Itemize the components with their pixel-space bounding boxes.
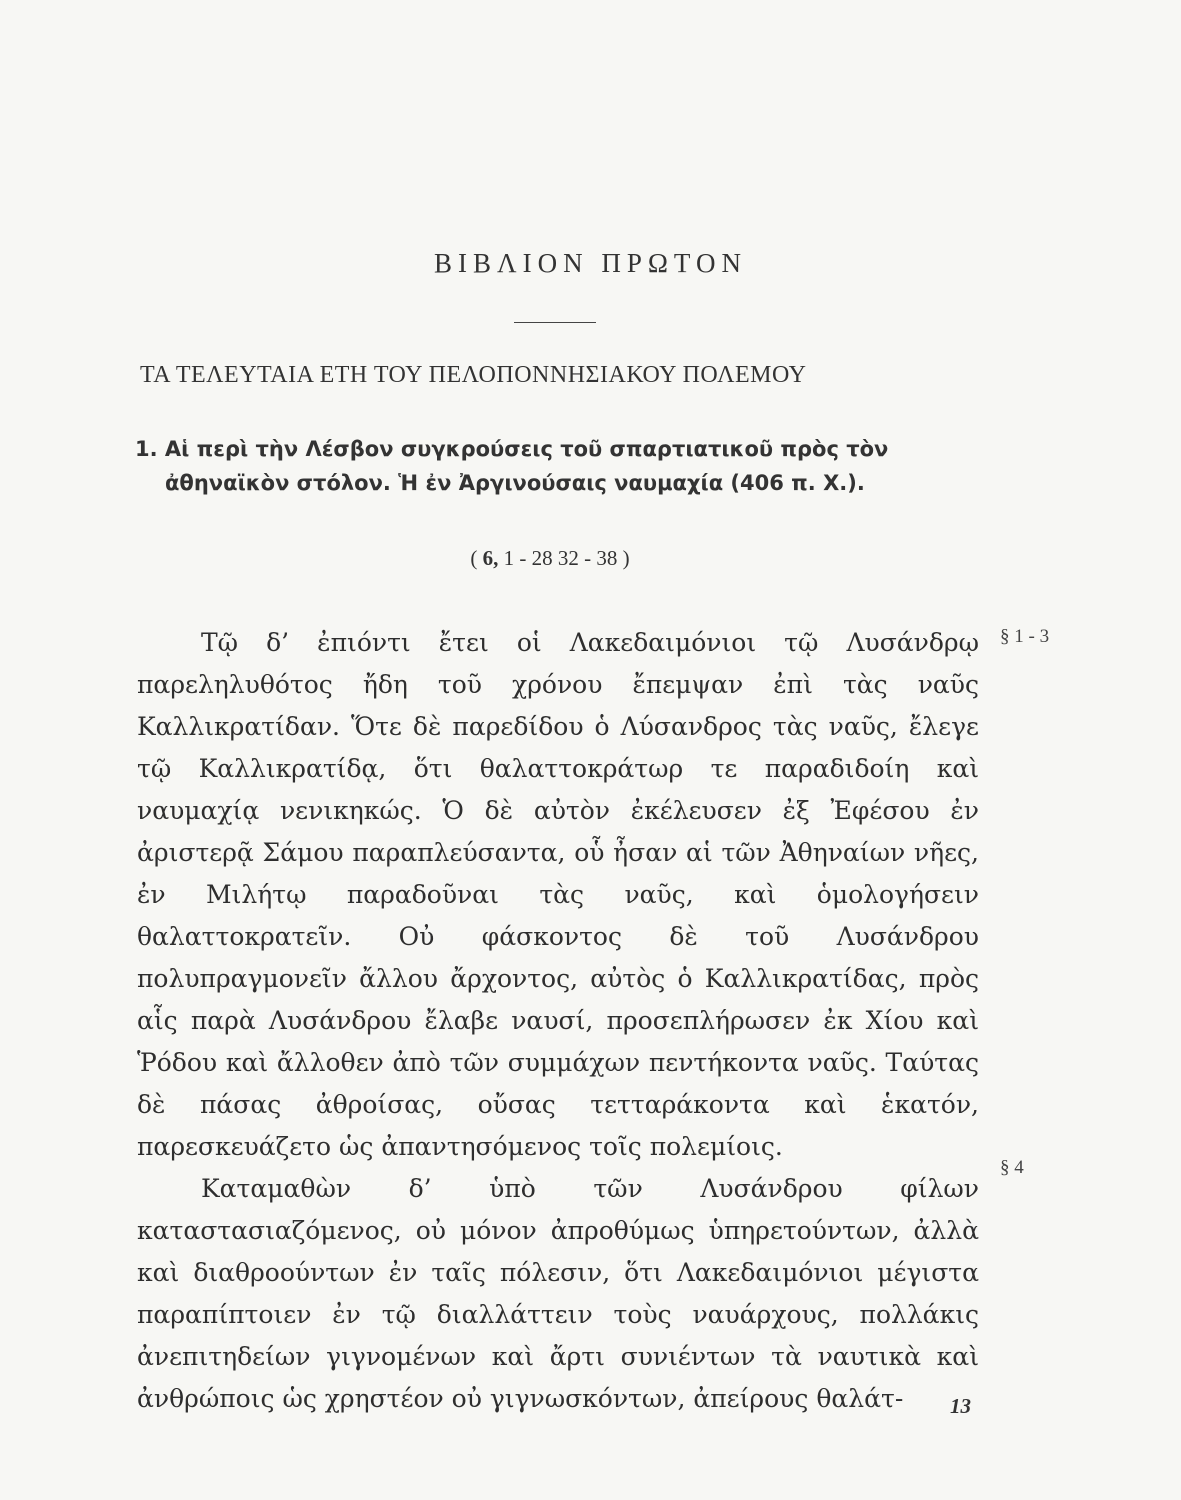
reference-ranges: 1 - 28 32 - 38	[503, 546, 618, 570]
title-divider	[514, 322, 596, 323]
paragraph-1: Τῷ δ’ ἐπιόντι ἔτει οἱ Λακεδαιμόνιοι τῷ Λυσάνδρῳ παρεληλυθότος ἤδη τοῦ χρόνου ἔπεμψαν ἐπὶ τὰς ναῦς Καλλικρατίδαν. Ὅτε δὲ παρεδίδου ὁ Λύσανδρος τὰς ναῦς, ἔλεγε τῷ Καλλικρατίδᾳ, ὅτι θαλαττοκράτωρ τε παραδιδοίη καὶ ναυμαχίᾳ νενικηκώς. Ὁ δὲ αὐτὸν ἐκέλευσεν ἐξ Ἐφέσου ἐν ἀριστερᾷ Σάμου παραπλεύσαντα, οὗ ἦσαν αἱ τῶν Ἀθηναίων νῆες, ἐν Μιλήτῳ παραδοῦναι τὰς ναῦς, καὶ ὁμολογήσειν θαλαττοκρατεῖν. Οὐ φάσκοντος δὲ τοῦ Λυσάνδρου πολυπραγμονεῖν ἄλλου ἄρχοντος, αὐτὸς ὁ Καλλικρατίδας, πρὸς αἷς παρὰ Λυσάνδρου ἔλαβε ναυσί, προσεπλήρωσεν ἐκ Χίου καὶ Ῥόδου καὶ ἄλλοθεν ἀπὸ τῶν συμμάχων πεντήκοντα ναῦς. Ταύτας δὲ πάσας ἀθροίσας, οὔσας τετταράκοντα καὶ ἑκατόν, παρεσκευάζετο ὡς ἀπαντησόμενος τοῖς πολεμίοις.	[137, 628, 979, 1161]
margin-note-1: § 1 - 3	[1000, 626, 1050, 647]
reference-book: 6,	[482, 546, 499, 570]
reference-close: )	[622, 546, 630, 570]
book-title: ΒΙΒΛΙΟΝ ΠΡΩΤΟΝ	[434, 248, 747, 278]
section-heading	[135, 432, 995, 500]
section-number: 1.	[135, 437, 158, 461]
chapter-title: ΤΑ ΤΕΛΕΥΤΑΙΑ ΕΤΗ ΤΟΥ ΠΕΛΟΠΟΝΝΗΣΙΑΚΟΥ ΠΟΛΕΜΟΥ	[140, 362, 807, 388]
margin-note-2: § 4	[1000, 1157, 1024, 1178]
section-heading-line1: Αἱ περὶ τὴν Λέσβον συγκρούσεις τοῦ σπαρτιατικοῦ πρὸς τὸν	[164, 437, 889, 461]
page-number: 13	[950, 1394, 971, 1418]
paragraph-2: Καταμαθὼν δ’ ὑπὸ τῶν Λυσάνδρου φίλων καταστασιαζόμενος, οὐ μόνον ἀπροθύμως ὑπηρετούντων, ἀλλὰ καὶ διαθροούντων ἐν ταῖς πόλεσιν, ὅτι Λακεδαιμόνιοι μέγιστα παραπίπτοιεν ἐν τῷ διαλλάττειν τοὺς ναυάρχους, πολλάκις ἀνεπιτηδείων γιγνομένων καὶ ἄρτι συνιέντων τὰ ναυτικὰ καὶ ἀνθρώποις ὡς χρηστέον οὐ γιγνωσκόντων, ἀπείρους θαλάτ-	[137, 1174, 979, 1413]
reference-open: (	[470, 546, 478, 570]
body-text	[137, 622, 979, 1420]
section-heading-line2: ἀθηναϊκὸν στόλον. Ἡ ἐν Ἀργινούσαις ναυμαχία (406 π. Χ.).	[165, 471, 865, 495]
source-reference	[0, 546, 1100, 571]
